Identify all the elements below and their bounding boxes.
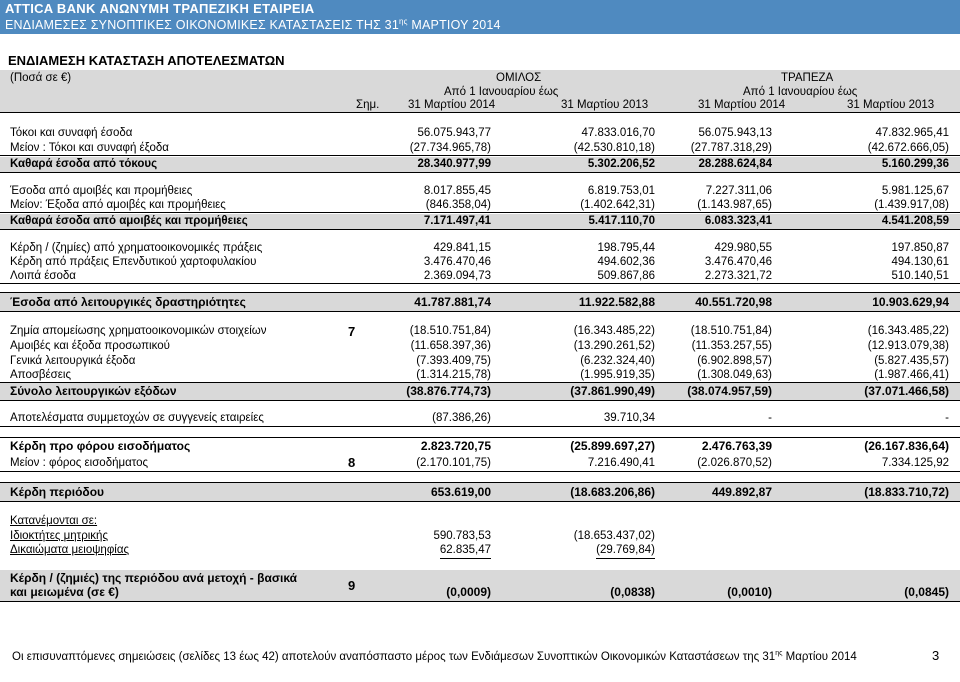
- cell-value: (18.683.206,86): [570, 485, 655, 499]
- cell-value: 5.417.110,70: [588, 215, 655, 227]
- row-label: Λοιπά έσοδα: [10, 270, 76, 282]
- row-label: Μείον : φόρος εισοδήματος: [10, 457, 149, 469]
- table-row-total: [0, 383, 960, 401]
- cell-value: -: [768, 412, 772, 424]
- col-group-2014: 31 Μαρτίου 2014: [408, 99, 496, 111]
- cell-value: 5.160.299,36: [881, 158, 949, 170]
- cell-value: (6.902.898,57): [697, 355, 772, 367]
- amounts-note: (Ποσά σε €): [10, 72, 72, 84]
- cell-value: 5.981.125,67: [881, 185, 949, 197]
- cell-value: (38.074.957,59): [687, 384, 772, 398]
- cell-value: 510.140,51: [891, 270, 949, 282]
- table-row: [0, 529, 960, 544]
- table-row: [0, 184, 960, 199]
- document-subtitle: ΕΝΔΙΑΜΕΣΕΣ ΣΥΝΟΠΤΙΚΕΣ ΟΙΚΟΝΟΜΙΚΕΣ ΚΑΤΑΣΤΑΣΕΙΣ ΤΗΣ $31^{\eta\varsigma}$ ΜΑΡΤΙΟΥ 2014: [5, 17, 501, 32]
- cell-value: 509.867,86: [597, 270, 655, 282]
- group-period: Από 1 Ιανουαρίου έως: [444, 86, 559, 98]
- column-header-block: [0, 70, 960, 113]
- cell-value: 39.710,34: [603, 412, 655, 424]
- cell-value: 590.783,53: [433, 530, 491, 542]
- table-row: [0, 141, 960, 156]
- cell-value: (27.787.318,29): [690, 142, 772, 154]
- cell-value: 449.892,87: [711, 485, 772, 499]
- row-label: και μειωμένα (σε €): [10, 585, 119, 599]
- document-header: [0, 0, 960, 34]
- row-label: Μείον: Έξοδα από αμοιβές και προμήθειες: [10, 199, 226, 211]
- table-row-total: [0, 292, 960, 312]
- cell-value: (7.393.409,75): [416, 355, 491, 367]
- table-row: [0, 514, 960, 529]
- cell-value: (1.439.917,08): [874, 199, 949, 211]
- cell-value: -: [945, 412, 949, 424]
- cell-value: 2.476.763,39: [701, 439, 772, 453]
- row-label: Ιδιοκτήτες μητρικής: [10, 530, 108, 542]
- cell-value: (0,0009): [446, 585, 491, 599]
- cell-value: (38.876.774,73): [406, 384, 491, 398]
- cell-value: (18.653.437,02): [573, 530, 655, 542]
- table-row-total: [0, 482, 960, 502]
- table-row: [0, 198, 960, 213]
- cell-value: 3.476.470,46: [423, 256, 491, 268]
- cell-value: (16.343.485,22): [573, 325, 655, 337]
- note-ref: 9: [348, 578, 356, 593]
- table-row: [0, 543, 960, 558]
- row-label: Καθαρά έσοδα από αμοιβές και προμήθειες: [10, 215, 248, 227]
- note-ref: 7: [348, 324, 356, 339]
- table-row: [0, 455, 960, 472]
- table-row: [0, 324, 960, 339]
- cell-value: 2.273.321,72: [704, 270, 772, 282]
- row-label: Έσοδα από αμοιβές και προμήθειες: [10, 185, 193, 197]
- cell-value: 11.922.582,88: [578, 295, 655, 309]
- table-row-subtotal: [0, 214, 960, 230]
- statement-title: ΕΝΔΙΑΜΕΣΗ ΚΑΤΑΣΤΑΣΗ ΑΠΟΤΕΛΕΣΜΑΤΩΝ: [8, 53, 285, 68]
- cell-value: 494.602,36: [597, 256, 655, 268]
- cell-value: 28.288.624,84: [698, 158, 772, 170]
- table-row-eps: [0, 570, 960, 602]
- note-ref: 8: [348, 455, 356, 470]
- cell-value: (846.358,04): [425, 199, 491, 211]
- cell-value: 6.083.323,41: [704, 215, 772, 227]
- cell-value: 56.075.943,77: [417, 127, 491, 139]
- cell-value: 653.619,00: [430, 485, 491, 499]
- cell-value: 198.795,44: [597, 242, 655, 254]
- cell-value: 429.980,55: [714, 242, 772, 254]
- cell-value: (26.167.836,64): [864, 439, 949, 453]
- bank-header: ΤΡΑΠΕΖΑ: [781, 72, 834, 84]
- cell-value: 2.823.720,75: [420, 439, 491, 453]
- row-label: Αμοιβές και έξοδα προσωπικού: [10, 340, 170, 352]
- cell-value: 28.340.977,99: [417, 158, 491, 170]
- cell-value: 10.903.629,94: [872, 295, 949, 309]
- cell-value: (12.913.079,38): [867, 340, 949, 352]
- cell-value: 7.216.490,41: [587, 457, 655, 469]
- row-label: Αποσβέσεις: [10, 369, 71, 381]
- cell-value: 41.787.881,74: [414, 295, 491, 309]
- row-label: Κέρδη / (ζημιές) της περιόδου ανά μετοχή - βασικά: [10, 571, 298, 585]
- bank-name: ATTICA BANK ΑΝΩΝΥΜΗ ΤΡΑΠΕΖΙΚΗ ΕΤΑΙΡΕΙΑ: [5, 1, 315, 16]
- row-label: Έσοδα από λειτουργικές δραστηριότητες: [10, 295, 246, 309]
- cell-value: 62.835,47: [440, 543, 491, 559]
- bank-period: Από 1 Ιανουαρίου έως: [743, 86, 858, 98]
- cell-value: (42.530.810,18): [573, 142, 655, 154]
- table-row-subtotal: [0, 157, 960, 173]
- cell-value: 56.075.943,13: [698, 127, 772, 139]
- cell-value: 3.476.470,46: [704, 256, 772, 268]
- table-row: [0, 241, 960, 256]
- cell-value: (37.861.990,49): [570, 384, 655, 398]
- table-row: [0, 126, 960, 141]
- row-label: Ζημία απομείωσης χρηματοοικονομικών στοιχείων: [10, 325, 267, 337]
- cell-value: (29.769,84): [596, 543, 655, 559]
- cell-value: (6.232.324,40): [580, 355, 655, 367]
- cell-value: (11.353.257,55): [691, 340, 772, 352]
- note-header: Σημ.: [356, 99, 380, 111]
- cell-value: (1.987.466,41): [874, 369, 949, 381]
- row-label: Κέρδη περιόδου: [10, 485, 105, 499]
- row-label: Κέρδη προ φόρου εισοδήματος: [10, 439, 191, 453]
- table-row: [0, 269, 960, 284]
- footer-note: Οι επισυναπτόμενες σημειώσεις (σελίδες 13 έως 42) αποτελούν αναπόσπαστο μέρος των Ενδιάμεσων Συνοπτικών Οικονομικών Καταστάσεων της $31^{\eta\varsigma}$ Μαρτίου 2014: [12, 650, 857, 663]
- table-row: [0, 368, 960, 383]
- cell-value: (2.026.870,52): [697, 457, 772, 469]
- col-bank-2013: 31 Μαρτίου 2013: [847, 99, 935, 111]
- row-label: Τόκοι και συναφή έσοδα: [10, 127, 133, 139]
- cell-value: (2.170.101,75): [416, 457, 491, 469]
- cell-value: (37.071.466,58): [864, 384, 949, 398]
- table-row: [0, 255, 960, 270]
- table-row: [0, 354, 960, 369]
- row-label: Κατανέμονται σε:: [10, 515, 98, 527]
- cell-value: 47.832.965,41: [875, 127, 949, 139]
- page-number: 3: [932, 648, 940, 663]
- cell-value: 7.334.125,92: [881, 457, 949, 469]
- cell-value: 429.841,15: [433, 242, 491, 254]
- cell-value: (1.308.049,63): [697, 369, 772, 381]
- row-label: Δικαιώματα μειοψηφίας: [10, 544, 130, 556]
- cell-value: 2.369.094,73: [423, 270, 491, 282]
- cell-value: (5.827.435,57): [874, 355, 949, 367]
- cell-value: 5.302.206,52: [587, 158, 655, 170]
- row-label: Καθαρά έσοδα από τόκους: [10, 158, 158, 170]
- row-label: Μείον : Τόκοι και συναφή έξοδα: [10, 142, 169, 154]
- row-label: Γενικά λειτουργικά έξοδα: [10, 355, 136, 367]
- cell-value: (18.510.751,84): [690, 325, 772, 337]
- cell-value: (1.995.919,35): [580, 369, 655, 381]
- cell-value: (1.143.987,65): [697, 199, 772, 211]
- cell-value: 7.227.311,06: [705, 185, 772, 197]
- cell-value: (16.343.485,22): [867, 325, 949, 337]
- cell-value: (87.386,26): [432, 412, 491, 424]
- cell-value: (11.658.397,36): [410, 340, 491, 352]
- cell-value: 8.017.855,45: [423, 185, 491, 197]
- table-row: [0, 410, 960, 427]
- cell-value: (25.899.697,27): [570, 439, 655, 453]
- cell-value: (18.510.751,84): [409, 325, 491, 337]
- row-label: Αποτελέσματα συμμετοχών σε συγγενείς εταιρείες: [10, 412, 264, 424]
- cell-value: 6.819.753,01: [587, 185, 655, 197]
- table-row-total: [0, 437, 960, 455]
- cell-value: (18.833.710,72): [864, 485, 949, 499]
- cell-value: 4.541.208,59: [881, 215, 949, 227]
- cell-value: (42.672.666,05): [867, 142, 949, 154]
- row-label: Σύνολο λειτουργικών εξόδων: [10, 384, 177, 398]
- cell-value: (0,0838): [610, 585, 655, 599]
- col-bank-2014: 31 Μαρτίου 2014: [698, 99, 786, 111]
- col-group-2013: 31 Μαρτίου 2013: [561, 99, 649, 111]
- table-row: [0, 339, 960, 354]
- cell-value: 47.833.016,70: [581, 127, 655, 139]
- cell-value: (27.734.965,78): [409, 142, 491, 154]
- cell-value: 40.551.720,98: [695, 295, 772, 309]
- cell-value: (1.402.642,31): [580, 199, 655, 211]
- group-header: ΟΜΙΛΟΣ: [496, 72, 542, 84]
- cell-value: (0,0845): [904, 585, 949, 599]
- cell-value: 197.850,87: [891, 242, 949, 254]
- cell-value: (1.314.215,78): [416, 369, 491, 381]
- cell-value: (13.290.261,52): [573, 340, 655, 352]
- row-label: Κέρδη από πράξεις Επενδυτικού χαρτοφυλακίου: [10, 256, 257, 268]
- cell-value: 494.130,61: [891, 256, 949, 268]
- cell-value: (0,0010): [727, 585, 772, 599]
- cell-value: 7.171.497,41: [423, 215, 491, 227]
- row-label: Κέρδη / (ζημίες) από χρηματοοικονομικές πράξεις: [10, 242, 263, 254]
